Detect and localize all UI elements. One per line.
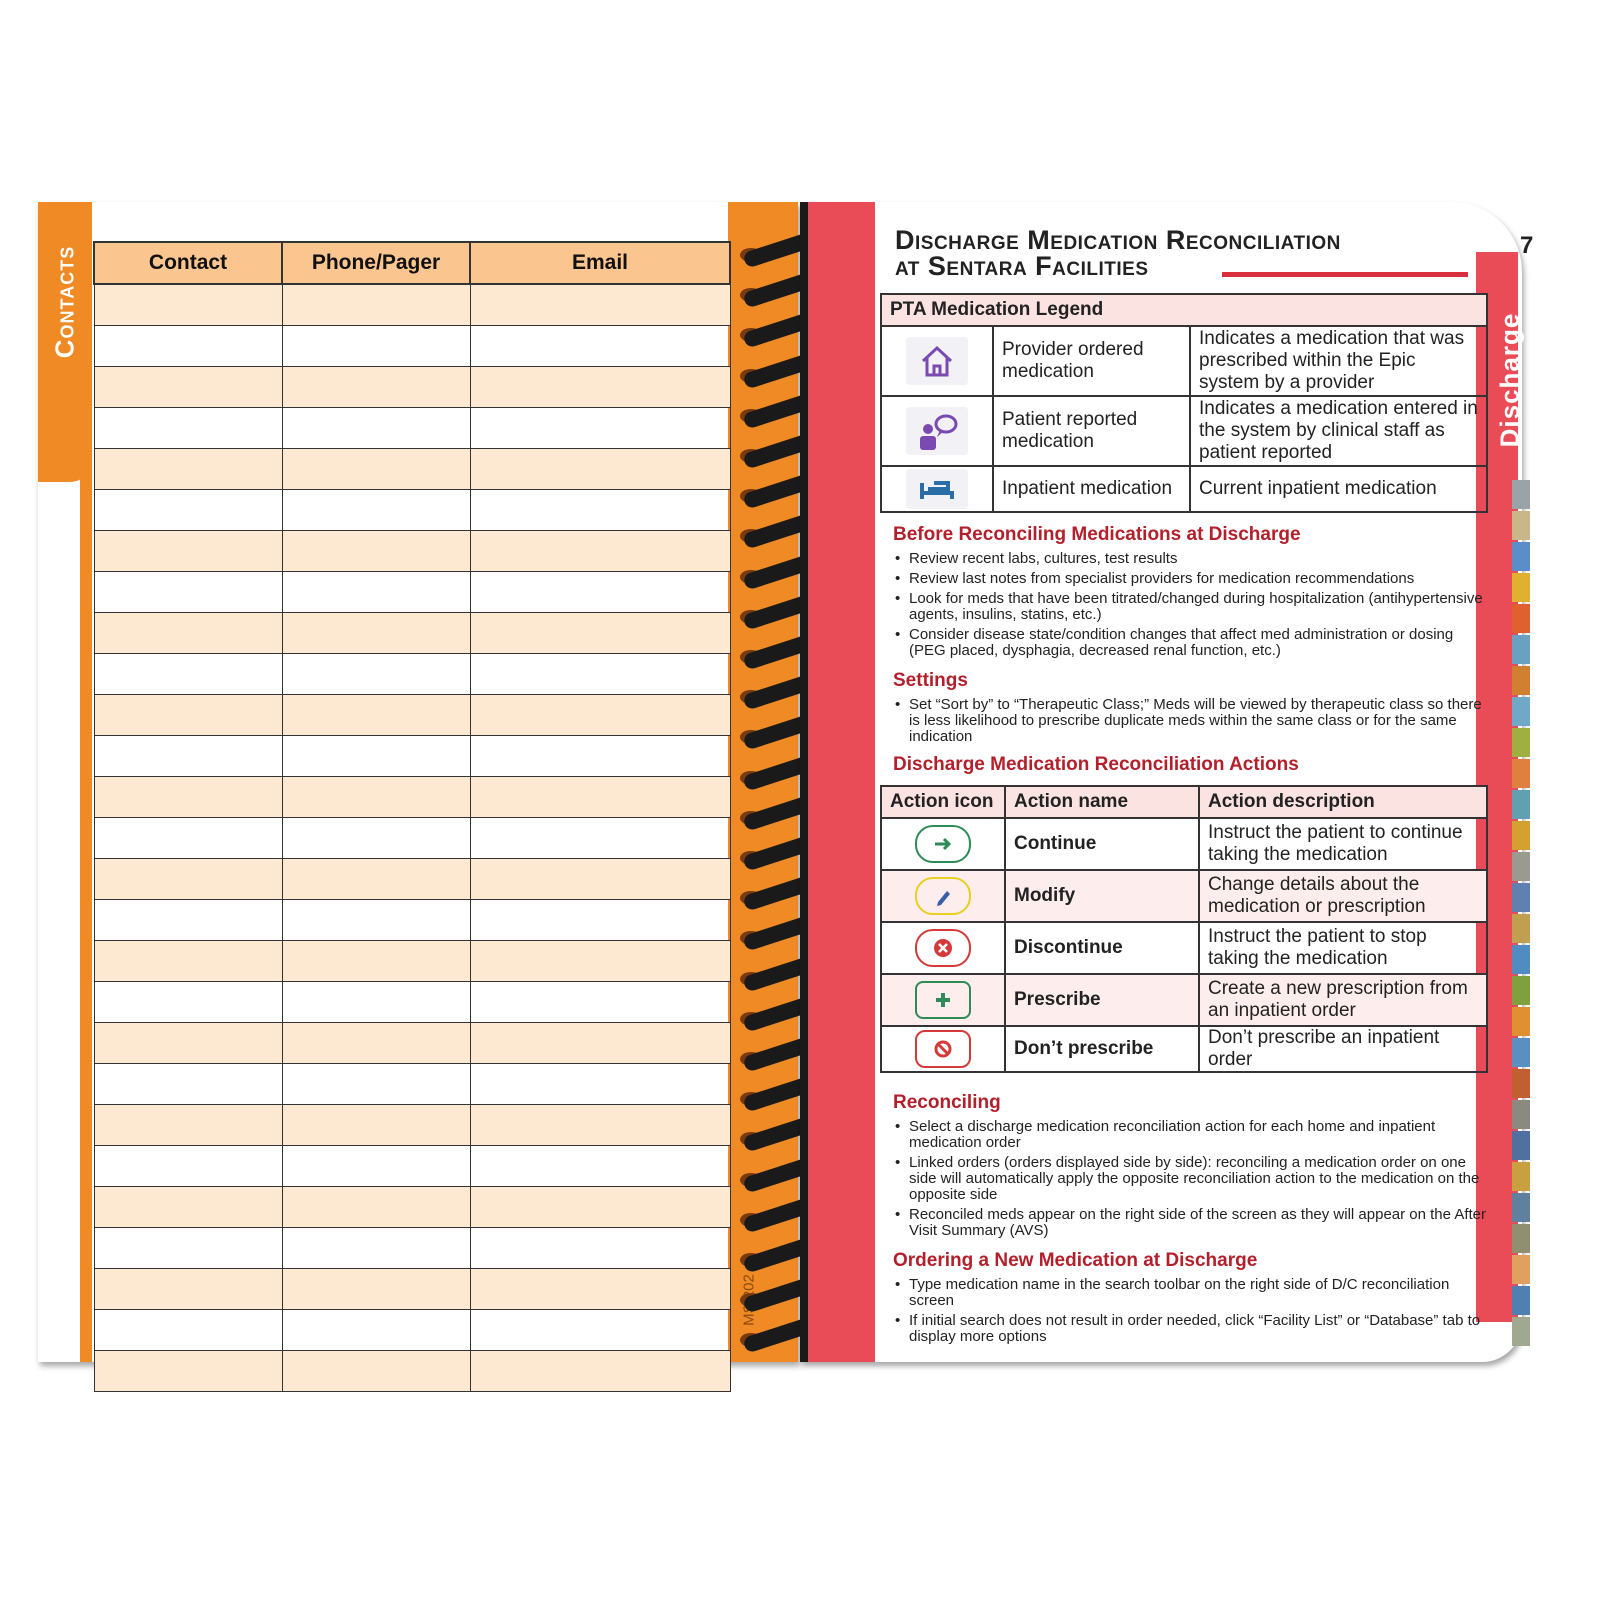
table-cell[interactable] bbox=[282, 941, 470, 982]
table-cell[interactable] bbox=[94, 408, 282, 449]
table-row bbox=[94, 777, 730, 818]
action-row bbox=[881, 870, 1487, 922]
section-tab[interactable] bbox=[1512, 1193, 1530, 1222]
action-description: Instruct the patient to stop taking the medication bbox=[1199, 922, 1487, 974]
table-cell[interactable] bbox=[94, 654, 282, 695]
legend-name: Patient reported medication bbox=[993, 396, 1190, 466]
table-cell[interactable] bbox=[470, 490, 730, 531]
bed-icon bbox=[906, 469, 968, 509]
table-cell[interactable] bbox=[94, 818, 282, 859]
ordering-heading: Ordering a New Medication at Discharge bbox=[893, 1250, 1258, 1271]
legend-name: Inpatient medication bbox=[993, 466, 1190, 512]
table-cell[interactable] bbox=[470, 1146, 730, 1187]
table-cell[interactable] bbox=[470, 736, 730, 777]
table-row bbox=[94, 613, 730, 654]
table-cell[interactable] bbox=[282, 777, 470, 818]
person-speech-icon bbox=[906, 407, 968, 455]
table-cell[interactable] bbox=[470, 449, 730, 490]
table-cell[interactable] bbox=[94, 613, 282, 654]
table-cell[interactable] bbox=[94, 531, 282, 572]
table-cell[interactable] bbox=[282, 531, 470, 572]
table-cell[interactable] bbox=[470, 695, 730, 736]
plus-icon bbox=[915, 981, 971, 1019]
table-cell[interactable] bbox=[470, 408, 730, 449]
action-description-column-header: Action description bbox=[1199, 786, 1487, 818]
settings-list bbox=[893, 697, 1493, 749]
legend-description: Indicates a medication entered in the system by clinical staff as patient reported bbox=[1190, 396, 1487, 466]
table-row bbox=[94, 284, 730, 326]
table-row bbox=[94, 941, 730, 982]
section-tab[interactable] bbox=[1512, 666, 1530, 695]
table-cell[interactable] bbox=[282, 1023, 470, 1064]
table-cell[interactable] bbox=[282, 572, 470, 613]
table-cell[interactable] bbox=[470, 777, 730, 818]
table-row bbox=[94, 736, 730, 777]
section-tab[interactable] bbox=[1512, 635, 1530, 664]
table-cell[interactable] bbox=[94, 859, 282, 900]
table-row bbox=[94, 1105, 730, 1146]
action-name-column-header: Action name bbox=[1005, 786, 1199, 818]
table-row bbox=[94, 367, 730, 408]
table-row bbox=[94, 1228, 730, 1269]
table-row bbox=[94, 326, 730, 367]
table-row bbox=[94, 408, 730, 449]
legend-name: Provider ordered medication bbox=[993, 326, 1190, 396]
ordering-list bbox=[893, 1277, 1493, 1349]
section-tab[interactable] bbox=[1512, 573, 1530, 602]
legend-row bbox=[881, 326, 1487, 396]
reconciling-heading: Reconciling bbox=[893, 1092, 1001, 1113]
action-name: Continue bbox=[1005, 818, 1199, 870]
action-description: Change details about the medication or prescription bbox=[1199, 870, 1487, 922]
table-row bbox=[94, 695, 730, 736]
table-cell[interactable] bbox=[94, 1064, 282, 1105]
table-cell[interactable] bbox=[470, 367, 730, 408]
table-cell[interactable] bbox=[282, 367, 470, 408]
list-item: • Review recent labs, cultures, test results bbox=[893, 551, 1493, 567]
actions-heading: Discharge Medication Reconciliation Actions bbox=[893, 754, 1299, 775]
table-row bbox=[94, 572, 730, 613]
legend-heading: PTA Medication Legend bbox=[881, 294, 1487, 326]
section-tab[interactable] bbox=[1512, 1162, 1530, 1191]
table-cell[interactable] bbox=[282, 613, 470, 654]
page-number: 7 bbox=[1520, 232, 1534, 259]
table-cell[interactable] bbox=[282, 1228, 470, 1269]
table-cell[interactable] bbox=[282, 736, 470, 777]
table-cell[interactable] bbox=[470, 941, 730, 982]
discharge-tab-label: Discharge bbox=[1494, 312, 1525, 448]
section-tab[interactable] bbox=[1512, 1038, 1530, 1067]
table-cell[interactable] bbox=[470, 1023, 730, 1064]
section-tab[interactable] bbox=[1512, 1224, 1530, 1253]
section-tab[interactable] bbox=[1512, 852, 1530, 881]
table-row bbox=[94, 818, 730, 859]
list-item: • Look for meds that have been titrated/changed during hospitalization (antihypertensive agents, insulins, statins, etc.) bbox=[893, 591, 1493, 623]
section-tab[interactable] bbox=[1512, 976, 1530, 1005]
table-cell[interactable] bbox=[282, 1351, 470, 1392]
table-cell[interactable] bbox=[282, 408, 470, 449]
table-cell[interactable] bbox=[282, 818, 470, 859]
table-cell[interactable] bbox=[282, 490, 470, 531]
table-cell[interactable] bbox=[470, 284, 730, 326]
legend-description: Current inpatient medication bbox=[1190, 466, 1487, 512]
actions-table bbox=[880, 785, 1488, 1073]
section-tab[interactable] bbox=[1512, 883, 1530, 912]
table-cell[interactable] bbox=[94, 1351, 282, 1392]
table-cell[interactable] bbox=[282, 900, 470, 941]
table-cell[interactable] bbox=[470, 572, 730, 613]
reconciling-list bbox=[893, 1119, 1493, 1243]
page-title-line2: at Sentara Facilities bbox=[895, 251, 1149, 281]
discharge-tab[interactable] bbox=[1490, 290, 1530, 470]
table-cell[interactable] bbox=[94, 1146, 282, 1187]
action-name: Discontinue bbox=[1005, 922, 1199, 974]
arrow-right-icon bbox=[915, 825, 971, 863]
table-row bbox=[94, 654, 730, 695]
table-cell[interactable] bbox=[94, 982, 282, 1023]
before-heading: Before Reconciling Medications at Discharge bbox=[893, 524, 1301, 545]
house-icon bbox=[906, 337, 968, 385]
settings-heading: Settings bbox=[893, 670, 968, 691]
action-icon-column-header: Action icon bbox=[881, 786, 1005, 818]
table-cell[interactable] bbox=[470, 1105, 730, 1146]
list-item: • Linked orders (orders displayed side by side): reconciling a medication order on one side will automatically apply the opposite reconciliation action to the medication on the opposite side bbox=[893, 1155, 1493, 1203]
contacts-tab-label-wrap bbox=[38, 202, 92, 482]
table-cell[interactable] bbox=[282, 654, 470, 695]
section-tab[interactable] bbox=[1512, 790, 1530, 819]
table-cell[interactable] bbox=[282, 284, 470, 326]
table-cell[interactable] bbox=[94, 1187, 282, 1228]
legend-row bbox=[881, 466, 1487, 512]
list-item: • Review last notes from specialist providers for medication recommendations bbox=[893, 571, 1493, 587]
table-cell[interactable] bbox=[470, 531, 730, 572]
table-row bbox=[94, 859, 730, 900]
spine-shadow bbox=[800, 202, 808, 1362]
table-cell[interactable] bbox=[94, 449, 282, 490]
table-cell[interactable] bbox=[94, 736, 282, 777]
pencil-icon bbox=[915, 877, 971, 915]
table-cell[interactable] bbox=[94, 367, 282, 408]
table-cell[interactable] bbox=[94, 695, 282, 736]
section-tab[interactable] bbox=[1512, 914, 1530, 943]
table-cell[interactable] bbox=[282, 1187, 470, 1228]
contacts-body bbox=[94, 284, 730, 1392]
table-cell[interactable] bbox=[282, 326, 470, 367]
action-row bbox=[881, 818, 1487, 870]
table-row bbox=[94, 1023, 730, 1064]
section-tab[interactable] bbox=[1512, 480, 1530, 509]
action-name: Prescribe bbox=[1005, 974, 1199, 1026]
table-cell[interactable] bbox=[94, 1228, 282, 1269]
table-cell[interactable] bbox=[94, 900, 282, 941]
table-row bbox=[94, 490, 730, 531]
before-list bbox=[893, 551, 1493, 663]
table-cell[interactable] bbox=[470, 859, 730, 900]
table-cell[interactable] bbox=[282, 982, 470, 1023]
page-title-line1: Discharge Medication Reconciliation bbox=[895, 225, 1341, 255]
section-tab[interactable] bbox=[1512, 1317, 1530, 1346]
section-tab[interactable] bbox=[1512, 1286, 1530, 1315]
contacts-header-row bbox=[94, 242, 730, 284]
table-row bbox=[94, 1310, 730, 1351]
contacts-tab-label: Contacts bbox=[49, 245, 80, 359]
table-cell[interactable] bbox=[94, 1105, 282, 1146]
table-cell[interactable] bbox=[470, 1351, 730, 1392]
section-tab[interactable] bbox=[1512, 1007, 1530, 1036]
table-cell[interactable] bbox=[94, 572, 282, 613]
x-circle-icon bbox=[915, 929, 971, 967]
action-row bbox=[881, 922, 1487, 974]
section-tab[interactable] bbox=[1512, 1100, 1530, 1129]
section-tab[interactable] bbox=[1512, 511, 1530, 540]
section-tab[interactable] bbox=[1512, 728, 1530, 757]
table-cell[interactable] bbox=[94, 941, 282, 982]
list-item: • If initial search does not result in order needed, click “Facility List” or “Database” tab to display more options bbox=[893, 1313, 1493, 1345]
table-cell[interactable] bbox=[94, 326, 282, 367]
table-cell[interactable] bbox=[282, 1105, 470, 1146]
contacts-table bbox=[93, 241, 731, 1392]
table-cell[interactable] bbox=[470, 982, 730, 1023]
list-item: • Consider disease state/condition changes that affect med administration or dosing (PEG placed, dysphagia, decreased renal function, etc.) bbox=[893, 627, 1493, 659]
section-tab[interactable] bbox=[1512, 1131, 1530, 1160]
list-item: • Type medication name in the search toolbar on the right side of D/C reconciliation screen bbox=[893, 1277, 1493, 1309]
action-name: Don’t prescribe bbox=[1005, 1026, 1199, 1072]
section-tab[interactable] bbox=[1512, 945, 1530, 974]
email-column-header: Email bbox=[470, 242, 730, 284]
table-cell[interactable] bbox=[470, 654, 730, 695]
table-cell[interactable] bbox=[470, 1064, 730, 1105]
table-cell[interactable] bbox=[282, 1269, 470, 1310]
table-cell[interactable] bbox=[94, 1269, 282, 1310]
legend-row bbox=[881, 396, 1487, 466]
table-row bbox=[94, 982, 730, 1023]
phone-column-header: Phone/Pager bbox=[282, 242, 470, 284]
section-tab[interactable] bbox=[1512, 821, 1530, 850]
section-tab[interactable] bbox=[1512, 759, 1530, 788]
table-cell[interactable] bbox=[94, 284, 282, 326]
table-row bbox=[94, 900, 730, 941]
table-cell[interactable] bbox=[470, 1187, 730, 1228]
table-cell[interactable] bbox=[282, 1064, 470, 1105]
table-row bbox=[94, 1146, 730, 1187]
table-cell[interactable] bbox=[470, 900, 730, 941]
list-item: • Set “Sort by” to “Therapeutic Class;” Meds will be viewed by therapeutic class so there is less likelihood to prescribe duplicate meds within the same class or for the same indication bbox=[893, 697, 1493, 745]
action-row bbox=[881, 974, 1487, 1026]
table-cell[interactable] bbox=[282, 449, 470, 490]
table-cell[interactable] bbox=[94, 777, 282, 818]
table-cell[interactable] bbox=[470, 1310, 730, 1351]
table-cell[interactable] bbox=[470, 818, 730, 859]
table-row bbox=[94, 1269, 730, 1310]
table-row bbox=[94, 1187, 730, 1228]
table-cell[interactable] bbox=[94, 1310, 282, 1351]
no-sign-icon bbox=[915, 1030, 971, 1068]
table-row bbox=[94, 449, 730, 490]
table-cell[interactable] bbox=[470, 613, 730, 654]
list-item: • Reconciled meds appear on the right side of the screen as they will appear on the After Visit Summary (AVS) bbox=[893, 1207, 1493, 1239]
table-cell[interactable] bbox=[470, 1228, 730, 1269]
legend-table bbox=[880, 293, 1488, 513]
action-description: Instruct the patient to continue taking the medication bbox=[1199, 818, 1487, 870]
section-tab[interactable] bbox=[1512, 604, 1530, 633]
table-row bbox=[94, 1064, 730, 1105]
action-name: Modify bbox=[1005, 870, 1199, 922]
legend-description: Indicates a medication that was prescribed within the Epic system by a provider bbox=[1190, 326, 1487, 396]
table-cell[interactable] bbox=[470, 326, 730, 367]
action-row bbox=[881, 1026, 1487, 1072]
section-tab[interactable] bbox=[1512, 697, 1530, 726]
table-cell[interactable] bbox=[94, 1023, 282, 1064]
right-binding-strip bbox=[800, 202, 875, 1362]
table-cell[interactable] bbox=[282, 1310, 470, 1351]
section-tab[interactable] bbox=[1512, 542, 1530, 571]
table-cell[interactable] bbox=[94, 490, 282, 531]
action-description: Create a new prescription from an inpatient order bbox=[1199, 974, 1487, 1026]
table-cell[interactable] bbox=[282, 695, 470, 736]
table-cell[interactable] bbox=[470, 1269, 730, 1310]
table-row bbox=[94, 531, 730, 572]
table-row bbox=[94, 1351, 730, 1392]
section-tab[interactable] bbox=[1512, 1255, 1530, 1284]
section-tab[interactable] bbox=[1512, 1069, 1530, 1098]
table-cell[interactable] bbox=[282, 859, 470, 900]
contact-column-header: Contact bbox=[94, 242, 282, 284]
list-item: • Select a discharge medication reconciliation action for each home and inpatient medication order bbox=[893, 1119, 1493, 1151]
action-description: Don’t prescribe an inpatient order bbox=[1199, 1026, 1487, 1072]
table-cell[interactable] bbox=[282, 1146, 470, 1187]
title-underline bbox=[1222, 272, 1468, 277]
